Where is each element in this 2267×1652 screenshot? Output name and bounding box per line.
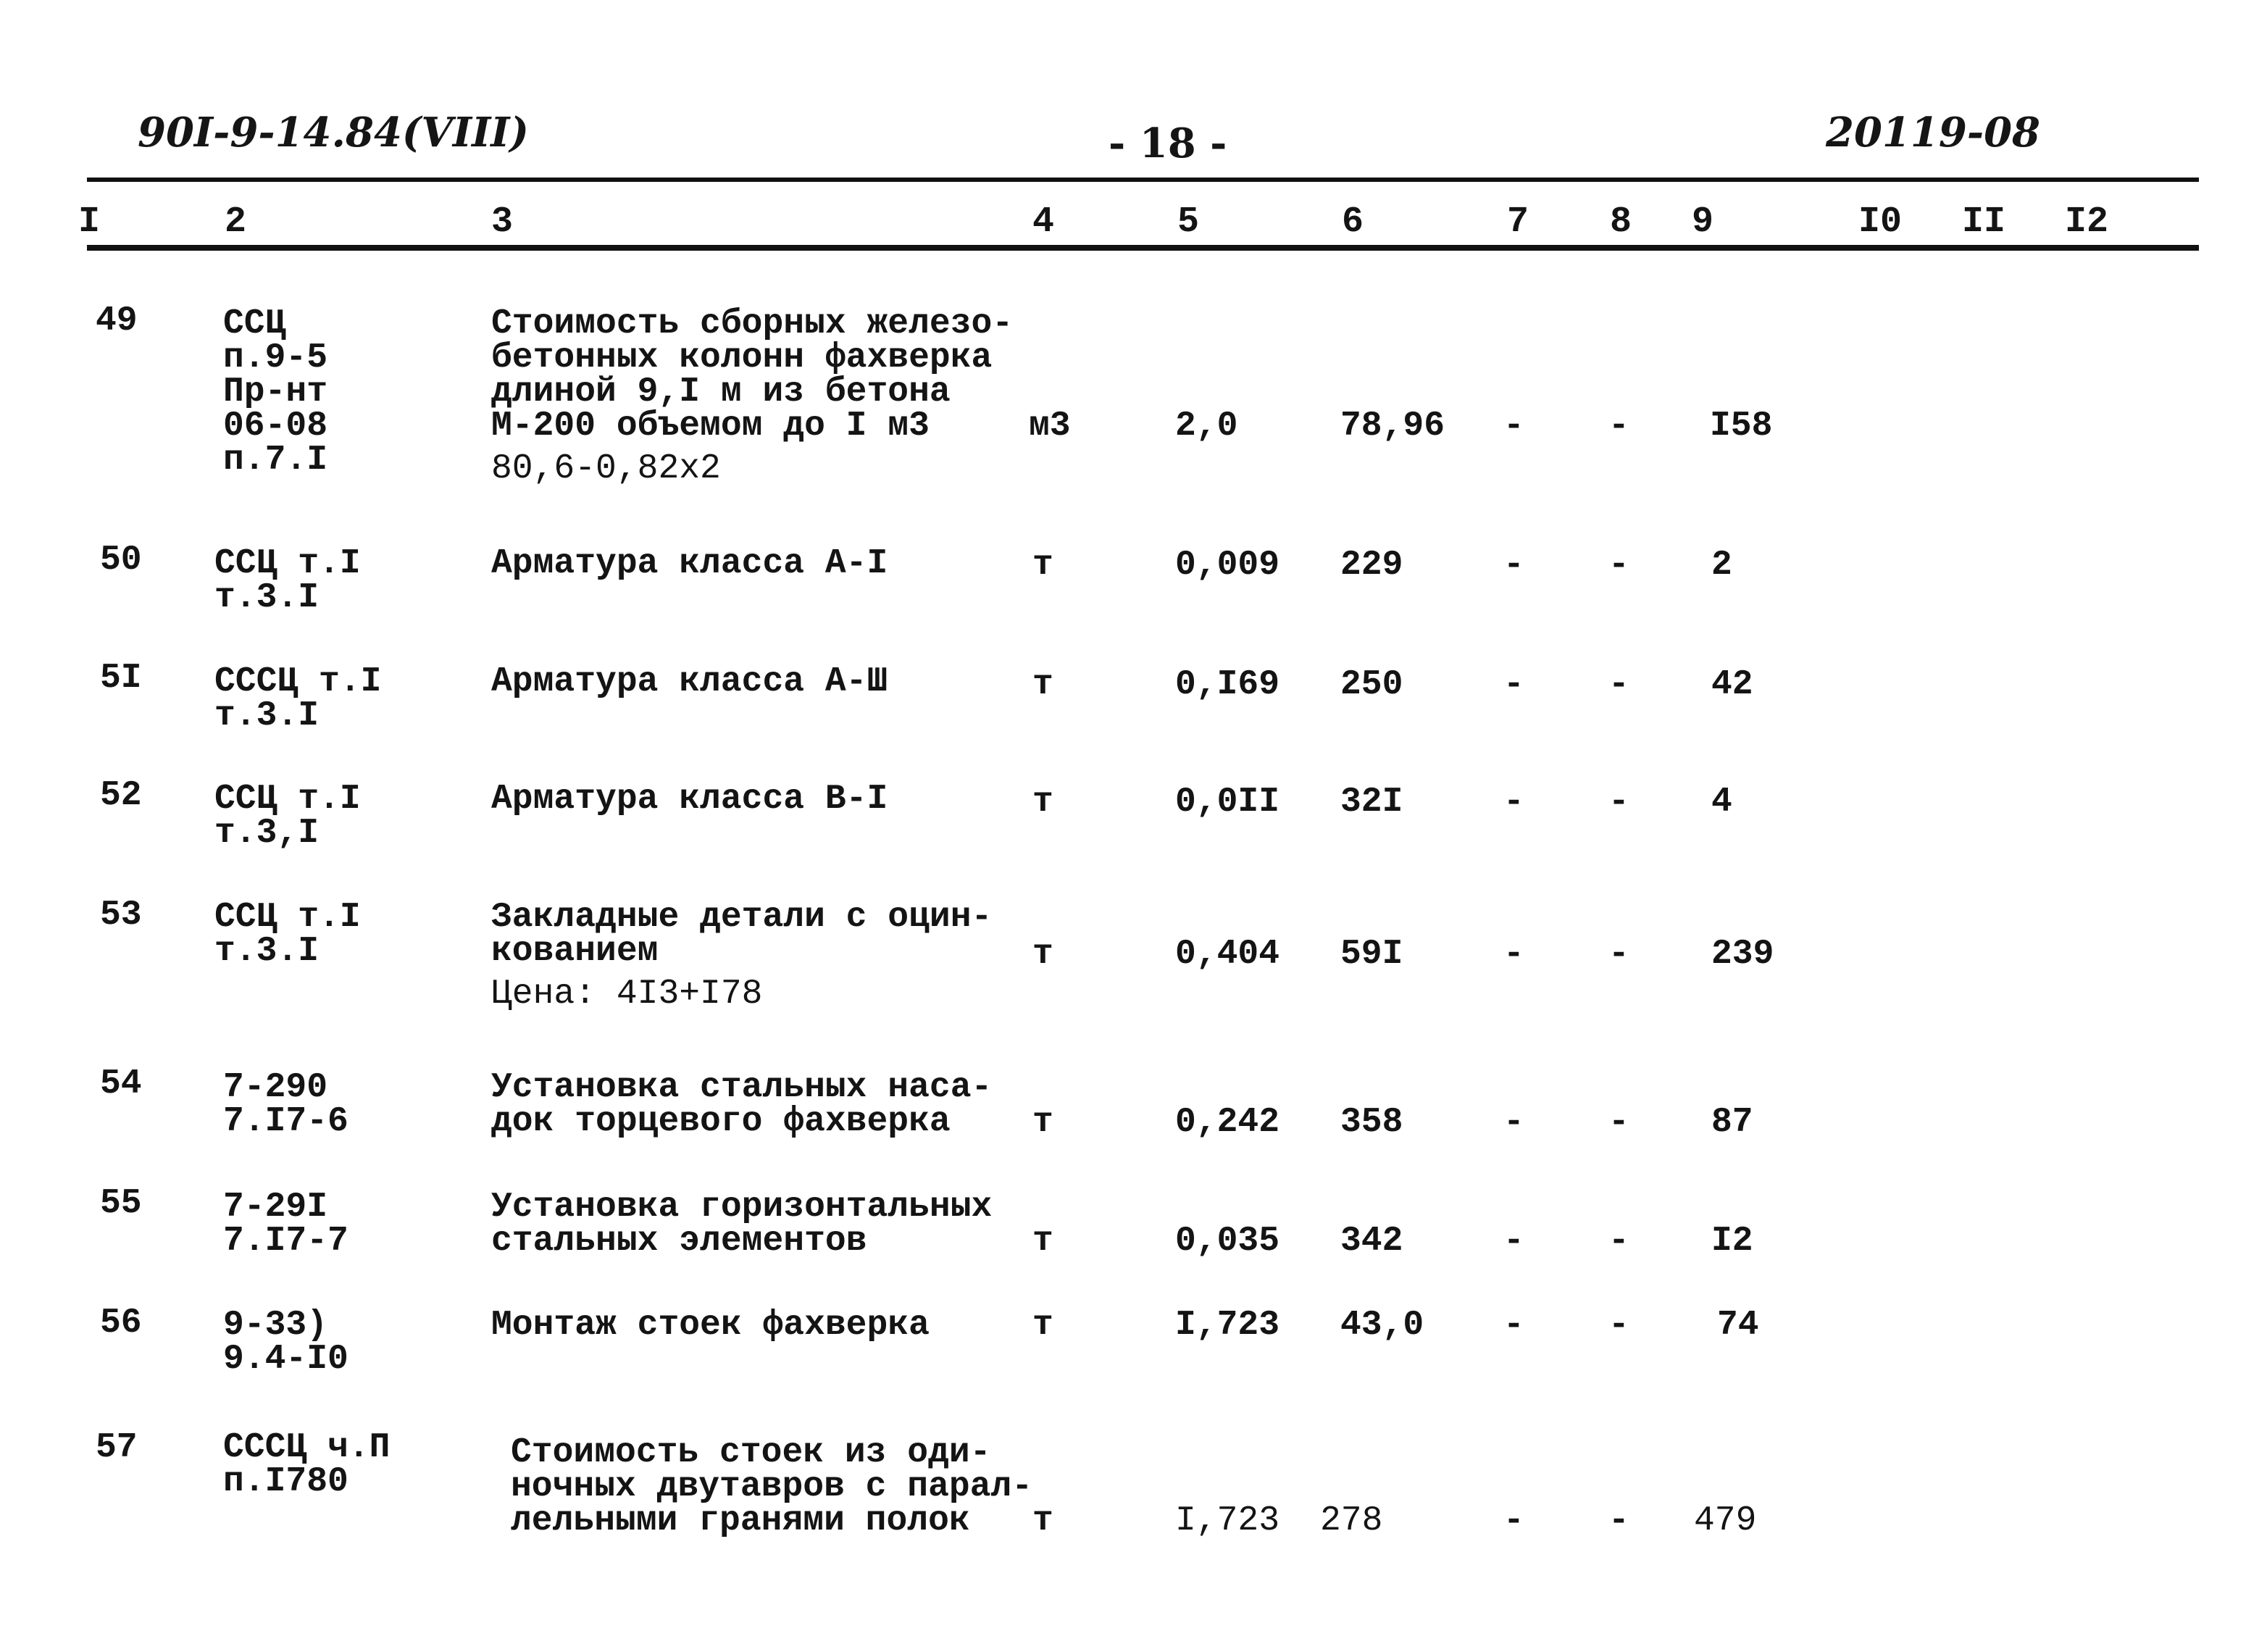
col7-value: - [1503, 1222, 1524, 1261]
unit-price: 43,0 [1340, 1306, 1424, 1345]
item-description: Установка стальных наса- док торцевого фахверка [491, 1068, 993, 1141]
col8-value: - [1608, 1222, 1629, 1261]
unit-price: 358 [1340, 1103, 1403, 1142]
col8-value: - [1608, 546, 1629, 585]
unit-price: 342 [1340, 1222, 1403, 1261]
col7-value: - [1503, 783, 1524, 822]
column-number-9: 9 [1692, 201, 1714, 243]
header-top-rule [87, 178, 2199, 182]
item-description: Арматура класса А-Ш [491, 662, 888, 701]
unit-price: 278 [1320, 1501, 1383, 1540]
unit: т [1032, 1103, 1053, 1142]
quantity: 0,404 [1175, 935, 1280, 974]
col8-value: - [1608, 1306, 1629, 1345]
quantity: 2,0 [1175, 406, 1238, 446]
col8-value: - [1608, 1501, 1629, 1540]
norm-code: 7-290 7.I7-6 [223, 1068, 348, 1141]
column-number-4: 4 [1032, 201, 1055, 243]
norm-code: ССЦ т.I т.3.I [214, 544, 361, 617]
total-cost: 4 [1711, 783, 1732, 822]
item-description: Установка горизонтальных стальных элементов [491, 1188, 993, 1261]
norm-code: 7-29I 7.I7-7 [223, 1188, 348, 1261]
unit: т [1032, 783, 1053, 822]
unit: м3 [1029, 406, 1071, 446]
col8-value: - [1608, 783, 1629, 822]
unit-price: 250 [1340, 665, 1403, 704]
col8-value: - [1608, 406, 1629, 446]
archive-code: 20119-08 [1826, 109, 2040, 157]
col7-value: - [1503, 1501, 1524, 1540]
norm-code: СССЦ ч.П п.I780 [223, 1428, 391, 1501]
row-number: 55 [100, 1184, 142, 1223]
col7-value: - [1503, 935, 1524, 974]
quantity: I,723 [1175, 1306, 1280, 1345]
column-number-10: I0 [1858, 201, 1903, 243]
norm-code: ССЦ т.I т.3,I [214, 780, 361, 853]
column-number-8: 8 [1610, 201, 1632, 243]
col7-value: - [1503, 546, 1524, 585]
column-number-12: I2 [2065, 201, 2109, 243]
col8-value: - [1608, 1103, 1629, 1142]
unit: т [1032, 665, 1053, 704]
unit: т [1032, 1306, 1053, 1345]
item-description: Монтаж стоек фахверка [491, 1306, 930, 1345]
col7-value: - [1503, 1306, 1524, 1345]
unit-price: 32I [1340, 783, 1403, 822]
item-description: Арматура класса В-I [491, 780, 888, 819]
total-cost: 74 [1717, 1306, 1759, 1345]
total-cost: 42 [1711, 665, 1753, 704]
col8-value: - [1608, 665, 1629, 704]
column-number-3: 3 [491, 201, 514, 243]
unit: т [1032, 935, 1053, 974]
unit-price: 78,96 [1340, 406, 1445, 446]
norm-code: СССЦ т.I т.3.I [214, 662, 382, 735]
column-number-2: 2 [225, 201, 247, 243]
row-number: 50 [100, 541, 142, 580]
norm-code: ССЦ т.I т.3.I [214, 898, 361, 971]
page-number: - 18 - [1109, 120, 1227, 167]
total-cost: 87 [1711, 1103, 1753, 1142]
row-number: 52 [100, 776, 142, 815]
column-number-11: II [1962, 201, 2006, 243]
quantity: 0,242 [1175, 1103, 1280, 1142]
unit: т [1032, 1501, 1053, 1540]
item-description: Закладные детали с оцин- кованием Цена: 4I3+I78 [491, 898, 993, 1014]
norm-code: ССЦ п.9-5 Пр-нт 06-08 п.7.I [223, 304, 328, 480]
unit-price: 59I [1340, 935, 1403, 974]
column-number-1: I [78, 201, 101, 243]
item-description: Стоимость сборных железо- бетонных колонн фахверка длиной 9,I м из бетона М-200 объемом до I м3 80,6-0,82x2 [491, 304, 1014, 488]
row-number: 57 [96, 1428, 138, 1467]
column-number-6: 6 [1342, 201, 1364, 243]
header-bottom-rule [87, 245, 2199, 251]
column-number-7: 7 [1507, 201, 1529, 243]
row-number: 56 [100, 1303, 142, 1343]
unit: т [1032, 546, 1053, 585]
row-number: 49 [96, 301, 138, 341]
col7-value: - [1503, 665, 1524, 704]
row-number: 5I [100, 659, 142, 698]
total-cost: 2 [1711, 546, 1732, 585]
quantity: 0,I69 [1175, 665, 1280, 704]
row-number: 54 [100, 1064, 142, 1104]
quantity: I,723 [1175, 1501, 1280, 1540]
quantity: 0,009 [1175, 546, 1280, 585]
item-description: Арматура класса А-I [491, 544, 888, 583]
total-cost: 239 [1711, 935, 1774, 974]
item-description: Стоимость стоек из оди- ночных двутавров с парал- лельными гранями полок [511, 1433, 1033, 1540]
col7-value: - [1503, 406, 1524, 446]
column-number-5: 5 [1177, 201, 1200, 243]
total-cost: 479 [1694, 1501, 1757, 1540]
quantity: 0,035 [1175, 1222, 1280, 1261]
total-cost: I58 [1710, 406, 1773, 446]
row-number: 53 [100, 896, 142, 935]
unit-price: 229 [1340, 546, 1403, 585]
unit: т [1032, 1222, 1053, 1261]
total-cost: I2 [1711, 1222, 1753, 1261]
norm-code: 9-33) 9.4-I0 [223, 1306, 348, 1379]
col7-value: - [1503, 1103, 1524, 1142]
col8-value: - [1608, 935, 1629, 974]
document-code: 90I-9-14.84(VIII) [138, 109, 529, 157]
quantity: 0,0II [1175, 783, 1280, 822]
